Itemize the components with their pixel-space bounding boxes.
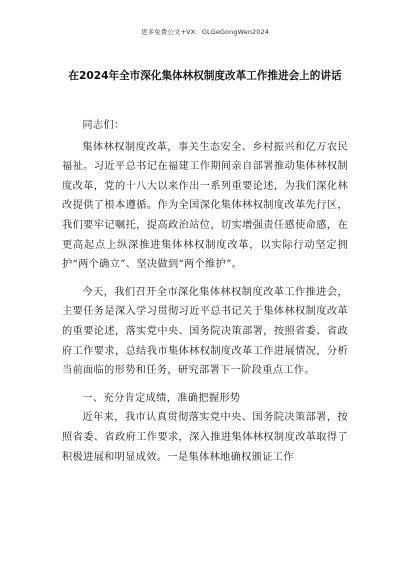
document-body — [62, 116, 348, 467]
section-paragraph: 近年来，我市认真贯彻落实党中央、国务院决策部署，按照省委、省政府工作要求，深入推进集体林权制度改革取得了积极进展和明显成效。一是集体林地确权颁证工作 — [62, 412, 348, 463]
greeting: 同志们： — [82, 120, 125, 131]
section-heading: 一、充分肯定成绩，准确把握形势 — [82, 392, 241, 404]
document-title: 在2024年全市深化集体林权制度改革工作推进会上的讲话 — [68, 70, 342, 82]
header-note: 更多免费公文+VX：GLGeGongWen2024 — [140, 28, 269, 36]
body-paragraph: 集体林权制度改革，事关生态安全、乡村振兴和亿万农民福祉。习近平总书记在福建工作期间亲自部署推动集体林权制度改革，党的十八大以来作出一系列重要论述，为我们深化林改提供了根本遵循。作为全国深化集体林权制度改革先行区，我们要牢记嘱托，提高政治站位，切实增强责任感使命感，在更高起点上纵深推进集体林权制度改革，以实际行动坚定拥护“两个确立”、坚决做到“两个维护”。 — [62, 141, 348, 271]
body-paragraph: 今天，我们召开全市深化集体林权制度改革工作推进会，主要任务是深入学习贯彻习近平总书记关于集体林权制度改革的重要论述，落实党中央、国务院决策部署，按照省委、省政府工作要求，总结我市集体林权制度改革工作进展情况，分析当前面临的形势和任务，研究部署下一阶段重点工作。 — [62, 286, 348, 377]
